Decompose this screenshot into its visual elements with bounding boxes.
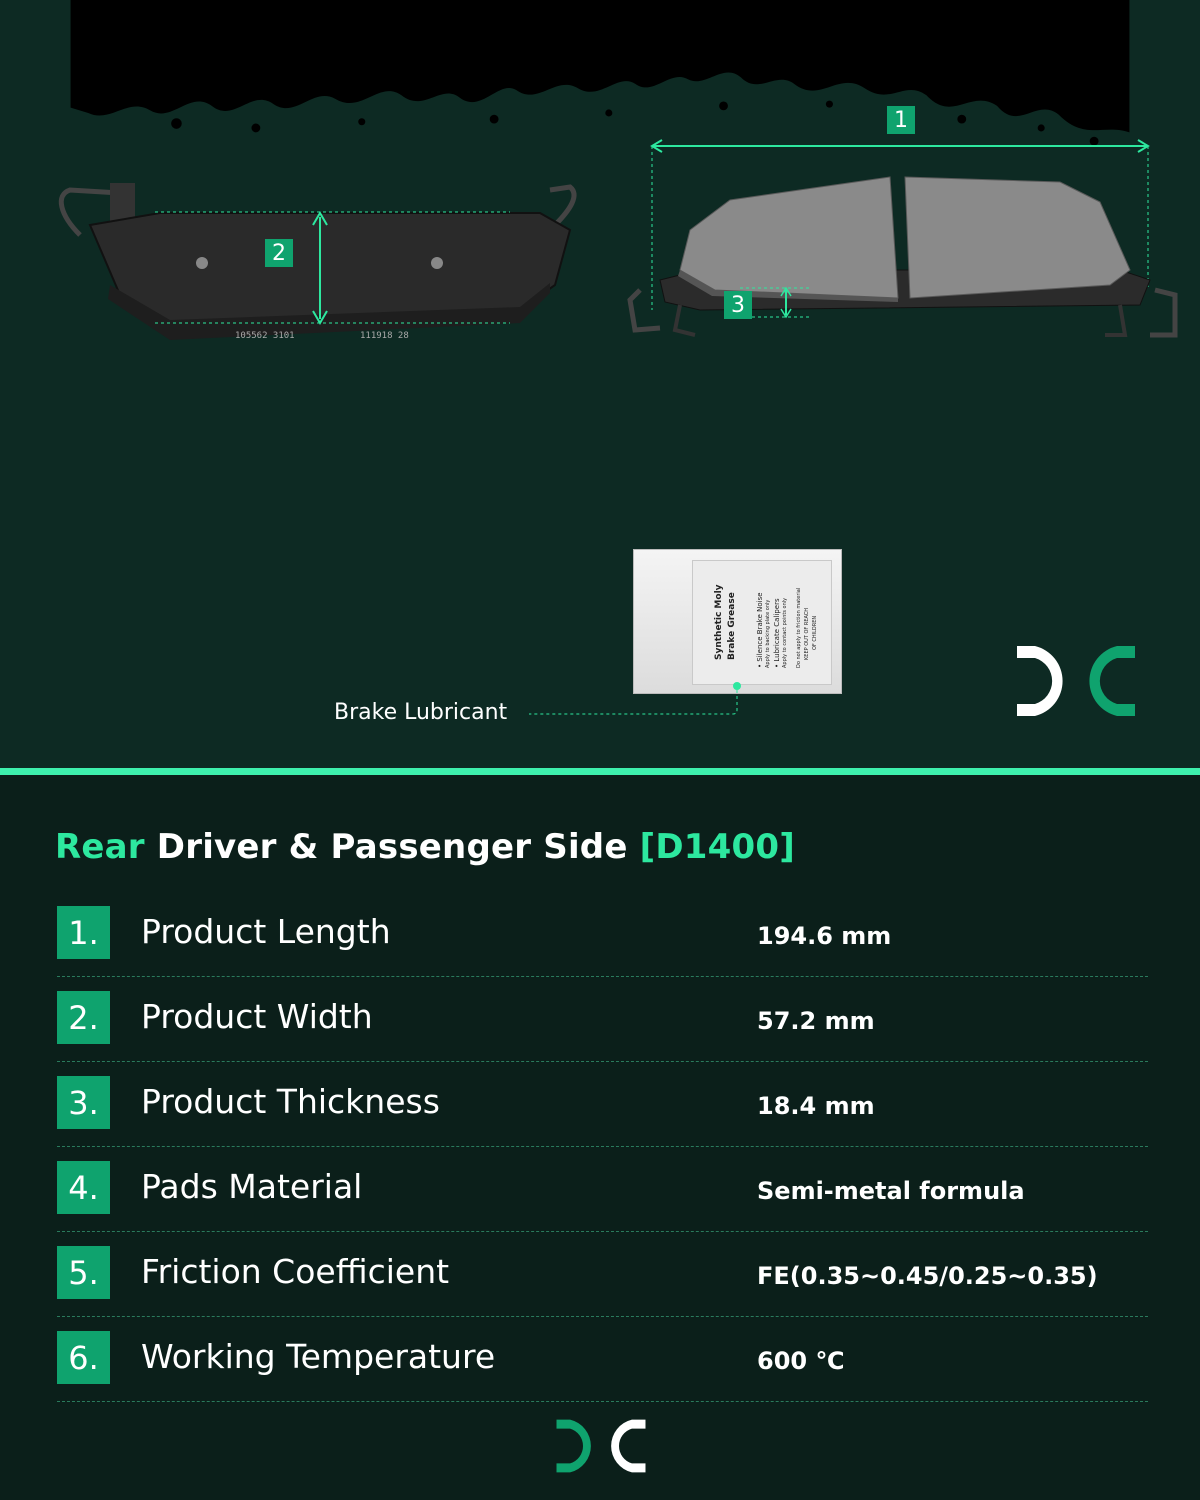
brake-lubricant-label: Brake Lubricant — [334, 700, 508, 725]
section-divider — [0, 768, 1200, 775]
packet-line: Brake Grease — [727, 592, 737, 660]
heading-position: Rear — [55, 827, 145, 867]
spec-number: 6. — [57, 1331, 110, 1384]
spec-label: Working Temperature — [141, 1337, 496, 1376]
spec-value: 57.2 mm — [757, 1007, 875, 1035]
spec-label: Product Length — [141, 912, 391, 951]
spec-value: 600 ℃ — [757, 1347, 845, 1375]
spec-heading — [55, 827, 795, 867]
heading-part-code: [D1400] — [639, 827, 795, 867]
spec-value: 18.4 mm — [757, 1092, 875, 1120]
callout-1: 1 — [887, 106, 915, 134]
spec-row — [57, 977, 1148, 1062]
brake-lubricant-packet — [633, 549, 842, 694]
packet-line: • Lubricate Calipers — [773, 598, 781, 668]
packet-line: Do not apply to friction material — [796, 587, 802, 668]
splatter-band — [0, 0, 1200, 150]
lubricant-pointer-line — [525, 680, 755, 720]
pad-stamp-1: 105562 3101 — [235, 331, 295, 341]
packet-line: Apply to backing plate only — [765, 599, 771, 668]
spec-number: 3. — [57, 1076, 110, 1129]
spec-row — [57, 1062, 1148, 1147]
spec-value: Semi-metal formula — [757, 1177, 1025, 1205]
spec-number: 1. — [57, 906, 110, 959]
callout-2: 2 — [265, 239, 293, 267]
pad-stamp-2: 111918 28 — [360, 331, 409, 341]
packet-line: • Silence Brake Noise — [756, 592, 764, 668]
spec-row — [57, 1317, 1148, 1402]
packet-line: Synthetic Moly — [714, 584, 724, 660]
callout-3: 3 — [724, 291, 752, 319]
spec-number: 2. — [57, 991, 110, 1044]
spec-row — [57, 892, 1148, 977]
packet-line: OF CHILDREN — [812, 615, 818, 650]
spec-label: Product Thickness — [141, 1082, 440, 1121]
spec-number: 5. — [57, 1246, 110, 1299]
spec-value: 194.6 mm — [757, 922, 892, 950]
brake-pad-back-view — [50, 175, 610, 365]
packet-line: Apply to contact points only — [782, 597, 788, 668]
spec-label: Friction Coefficient — [141, 1252, 450, 1291]
spec-row — [57, 1232, 1148, 1317]
packet-line: KEEP OUT OF REACH — [804, 607, 810, 660]
spec-label: Pads Material — [141, 1167, 363, 1206]
brand-logo-icon — [555, 1416, 647, 1476]
specs-section — [0, 775, 1200, 1500]
heading-side: Driver & Passenger Side — [144, 827, 640, 867]
spec-number: 4. — [57, 1161, 110, 1214]
brand-logo-icon — [1015, 642, 1137, 720]
spec-label: Product Width — [141, 997, 373, 1036]
brake-pad-friction-view — [620, 130, 1190, 360]
spec-row — [57, 1147, 1148, 1232]
spec-value: FE(0.35~0.45/0.25~0.35) — [757, 1262, 1098, 1290]
